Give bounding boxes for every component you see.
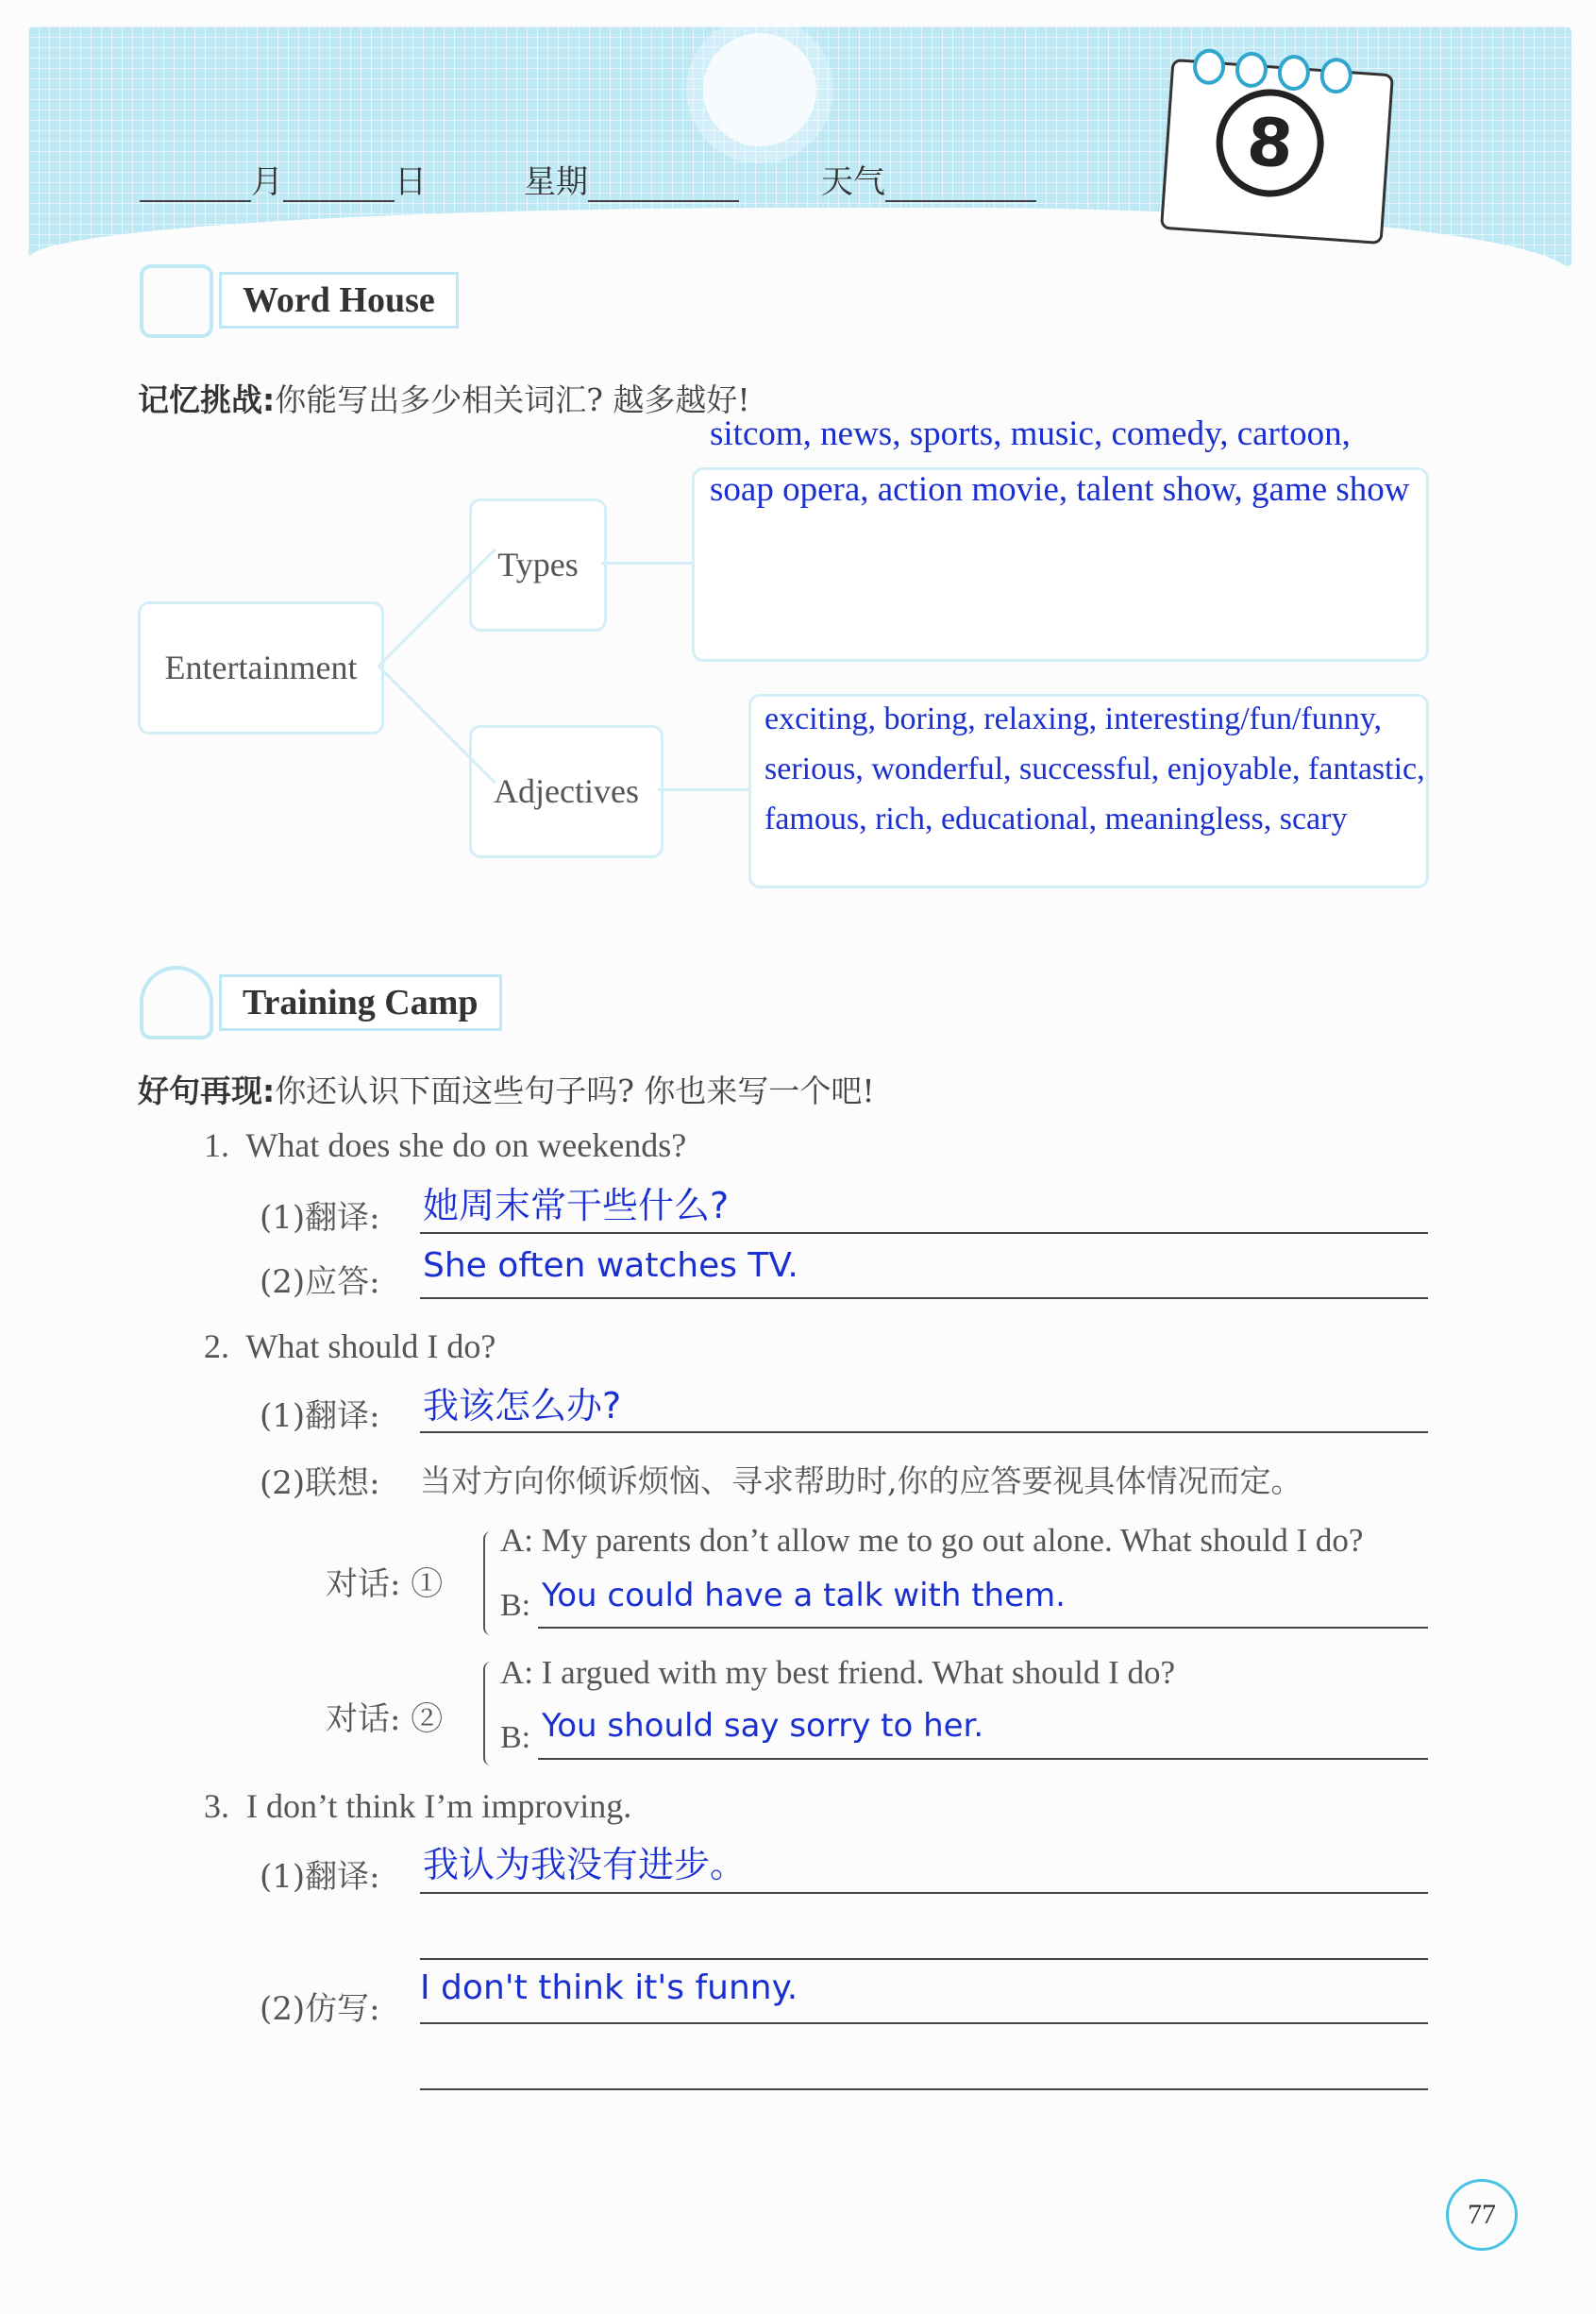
q3-imitate-line-2[interactable] [420, 2088, 1428, 2090]
types-node [469, 498, 607, 632]
reader-icon [140, 966, 213, 1039]
q1-respond-answer: She often watches TV. [423, 1246, 798, 1285]
day-label: 日 [395, 163, 427, 201]
q1-respond-label: (2)应答: [260, 1263, 380, 1301]
question-1: 1. What does she do on weekends? [204, 1126, 687, 1164]
adjectives-node [469, 725, 664, 858]
date-fields [140, 156, 427, 202]
dialog-1-label: 对话: ① [326, 1565, 444, 1603]
word-house-prompt: 记忆挑战:你能写出多少相关词汇? 越多越好! [138, 381, 750, 418]
q1-translate-label: (1)翻译: [260, 1199, 380, 1237]
dialog-1-a: A: My parents don’t allow me to go out alone. What should I do? [500, 1522, 1364, 1559]
connector-line [601, 562, 692, 565]
dialog-2-b-line[interactable] [538, 1758, 1428, 1760]
q2-associate-text: 当对方向你倾诉烦恼、寻求帮助时,你的应答要视具体情况而定。 [420, 1462, 1302, 1499]
question-3: 3. I don’t think I’m improving. [204, 1787, 632, 1825]
training-camp-prompt: 好句再现:你还认识下面这些句子吗? 你也来写一个吧! [138, 1073, 875, 1109]
q2-translate-label: (1)翻译: [260, 1397, 380, 1435]
adj-answer-line3: famous, rich, educational, meaningless, scary [764, 802, 1348, 836]
pencil-icon [140, 264, 213, 338]
weather-label: 天气 [821, 163, 885, 201]
q2-translate-answer: 我该怎么办? [423, 1385, 622, 1427]
month-label: 月 [251, 163, 283, 201]
dialog-2-a: A: I argued with my best friend. What should I do? [500, 1654, 1176, 1691]
word-house-title: Word House [219, 272, 459, 329]
adjectives-node-label: Adjectives [494, 772, 639, 810]
month-blank[interactable] [140, 200, 251, 202]
adj-answer-line1: exciting, boring, relaxing, interesting/fun/funny, [764, 701, 1383, 736]
calendar-icon [1160, 59, 1394, 245]
dialog-1-b-line[interactable] [538, 1627, 1428, 1629]
dialog-1-b-label: B: [500, 1588, 531, 1623]
week-label: 星期 [524, 163, 588, 201]
dialog-1-b-answer: You could have a talk with them. [542, 1577, 1066, 1614]
types-node-label: Types [497, 546, 579, 583]
dialog-2-b-answer: You should say sorry to her. [542, 1707, 984, 1745]
center-node-label: Entertainment [164, 649, 358, 686]
q3-translate-label: (1)翻译: [260, 1858, 380, 1896]
training-camp-title: Training Camp [219, 974, 502, 1031]
types-answer-line1: sitcom, news, sports, music, comedy, cartoon, [710, 414, 1351, 453]
q2-associate-label: (2)联想: [260, 1464, 380, 1502]
dialog-2-label: 对话: ② [326, 1700, 444, 1738]
q2-translate-line[interactable] [420, 1431, 1428, 1433]
weather-blank[interactable] [885, 200, 1036, 202]
adj-answer-line2: serious, wonderful, successful, enjoyable, fantastic, [764, 752, 1425, 786]
connector-line [658, 788, 748, 791]
q3-imitate-answer: I don't think it's funny. [420, 1968, 798, 2007]
q1-translate-answer: 她周末常干些什么? [423, 1185, 730, 1226]
calendar-number: 8 [1213, 86, 1328, 201]
q3-translate-answer: 我认为我没有进步。 [423, 1844, 747, 1885]
day-blank[interactable] [283, 200, 395, 202]
q3-translate-line[interactable] [420, 1892, 1428, 1894]
q3-translate-line-2[interactable] [420, 1958, 1428, 1960]
dialog-brace [483, 1662, 495, 1765]
types-answer-line2: soap opera, action movie, talent show, game show [710, 470, 1410, 509]
q3-imitate-label: (2)仿写: [260, 1990, 380, 2028]
q3-imitate-line[interactable] [420, 2022, 1428, 2024]
dialog-brace [483, 1531, 495, 1635]
dialog-2-b-label: B: [500, 1720, 531, 1755]
q1-respond-line[interactable] [420, 1297, 1428, 1299]
sun-icon [703, 33, 816, 146]
week-field [524, 156, 739, 202]
weather-field [821, 156, 1036, 202]
question-2: 2. What should I do? [204, 1327, 496, 1365]
q1-translate-line[interactable] [420, 1232, 1428, 1234]
center-node [138, 601, 384, 735]
week-blank[interactable] [588, 200, 739, 202]
page-number: 77 [1446, 2179, 1518, 2251]
